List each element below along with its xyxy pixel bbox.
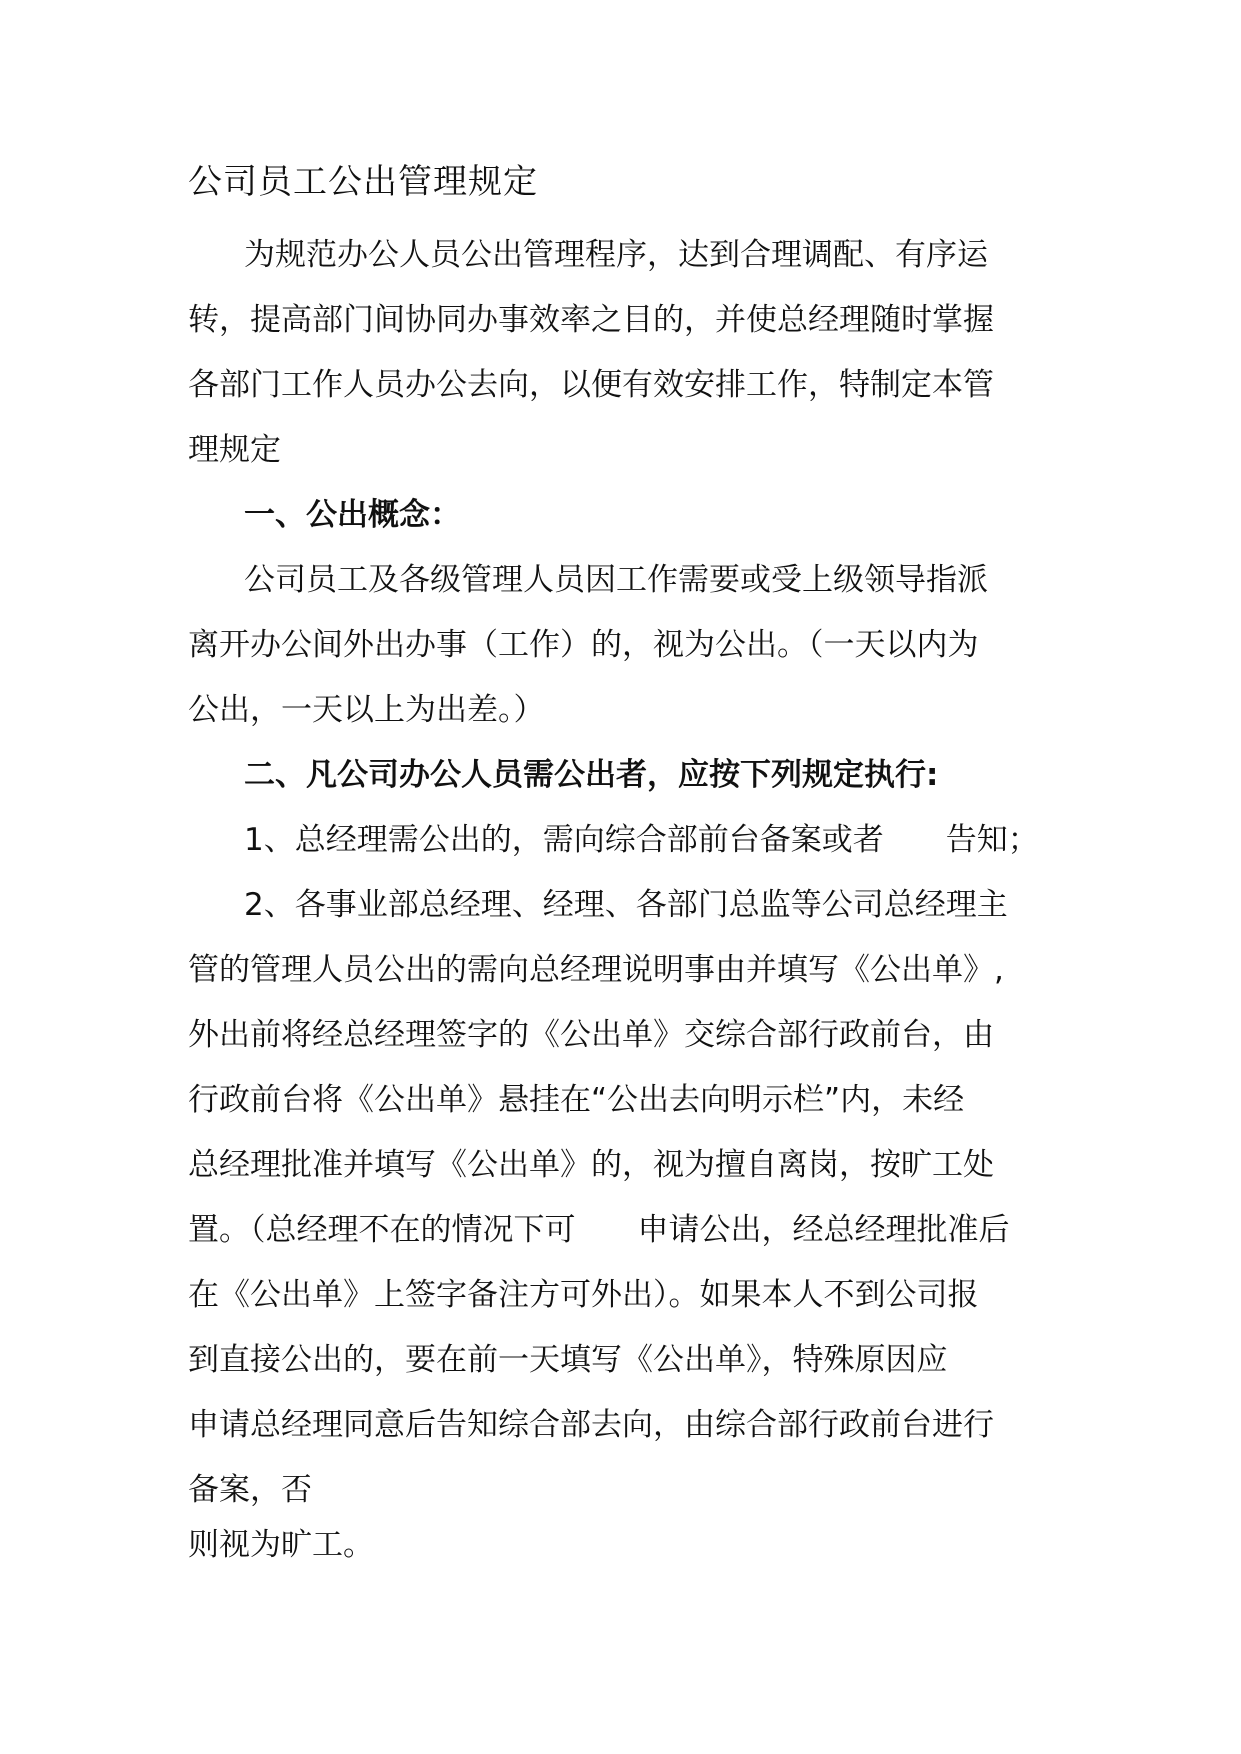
paragraph-line: 公司员工及各级管理人员因工作需要或受上级领导指派	[244, 562, 988, 598]
list-item-2: 2、各事业部总经理、经理、各部门总监等公司总经理主	[244, 887, 1008, 923]
paragraph-line: 外出前将经总经理签字的《公出单》交综合部行政前台，由	[188, 1017, 994, 1053]
paragraph-line: 各部门工作人员办公去向，以便有效安排工作，特制定本管	[188, 367, 994, 403]
paragraph-line: 则视为旷工。	[188, 1527, 374, 1563]
paragraph-line: 备案，否	[188, 1472, 312, 1508]
paragraph-line: 申请总经理同意后告知综合部去向，由综合部行政前台进行	[188, 1407, 994, 1443]
paragraph-line: 置。（总经理不在的情况下可 申请公出，经总经理批准后	[188, 1212, 1010, 1248]
document-title: 公司员工公出管理规定	[188, 162, 538, 202]
paragraph-line: 行政前台将《公出单》悬挂在“公出去向明示栏”内，未经	[188, 1082, 965, 1118]
paragraph-line: 到直接公出的，要在前一天填写《公出单》，特殊原因应	[188, 1342, 948, 1378]
paragraph-line: 公出，一天以上为出差。）	[188, 692, 545, 728]
paragraph-line: 在《公出单》上签字备注方可外出）。如果本人不到公司报	[188, 1277, 979, 1313]
paragraph-line: 离开办公间外出办事（工作）的，视为公出。（一天以内为	[188, 627, 979, 663]
paragraph-line: 转，提高部门间协同办事效率之目的，并使总经理随时掌握	[188, 302, 994, 338]
paragraph-line: 总经理批准并填写《公出单》的，视为擅自离岗，按旷工处	[188, 1147, 994, 1183]
paragraph-line: 管的管理人员公出的需向总经理说明事由并填写《公出单》,	[188, 952, 1004, 988]
list-item-1: 1、总经理需公出的，需向综合部前台备案或者 告知；	[244, 822, 1039, 858]
section-heading-1: 一、公出概念：	[244, 497, 461, 533]
paragraph-line: 为规范办公人员公出管理程序，达到合理调配、有序运	[244, 237, 988, 273]
paragraph-line: 理规定	[188, 432, 281, 468]
section-heading-2: 二、凡公司办公人员需公出者，应按下列规定执行:	[244, 757, 939, 793]
